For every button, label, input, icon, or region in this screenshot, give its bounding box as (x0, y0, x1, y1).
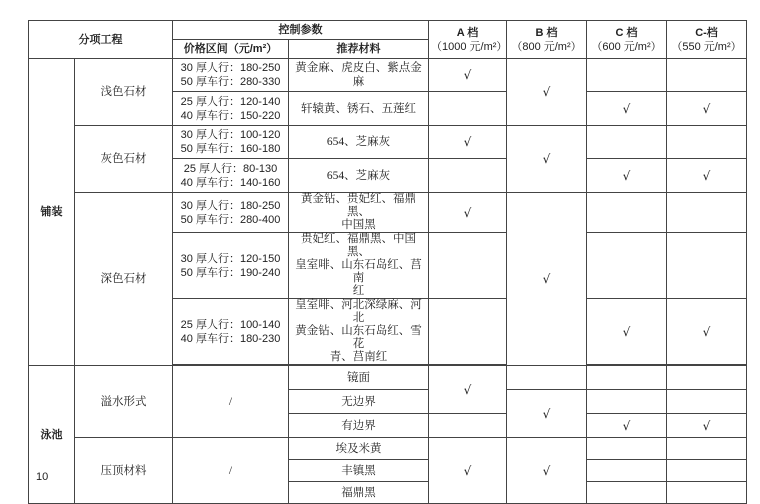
price-line: 50 厚车行：280-330 (180, 76, 281, 88)
price-line: 25 厚人行：80-130 (183, 162, 278, 175)
check-mark: √ (667, 414, 747, 438)
header-price-range: 价格区间（元/m²） (173, 40, 289, 59)
empty-cell (587, 233, 667, 299)
price-cell (173, 233, 289, 299)
tier-a-label: A 档 (456, 26, 479, 39)
material-cell (289, 233, 429, 299)
material-cell (289, 193, 429, 233)
empty-cell (587, 193, 667, 233)
empty-cell (429, 233, 507, 299)
subitem-light-stone: 浅色石材 (75, 59, 173, 126)
material-cell: 654、芝麻灰 (289, 159, 429, 193)
material-line: 皇室啡、山东石岛红、莒南 (295, 259, 422, 284)
tier-a-price: （1000 元/m²） (431, 40, 508, 53)
header-tier-cminus (667, 21, 747, 59)
material-cell: 丰镇黑 (289, 460, 429, 482)
price-line: 30 厚人行：100-120 (180, 129, 281, 141)
header-item: 分项工程 (29, 21, 173, 59)
material-cell: 有边界 (289, 414, 429, 438)
check-mark: √ (429, 438, 507, 504)
empty-cell (667, 390, 747, 414)
material-line: 皇室啡、河北深绿麻、河北 (295, 299, 422, 324)
material-line: 黄金钻、山东石岛红、雪花 (295, 325, 422, 350)
check-mark: √ (507, 126, 587, 193)
empty-cell (587, 438, 667, 460)
price-line: 25 厚人行：100-140 (180, 318, 281, 331)
check-mark: √ (429, 366, 507, 414)
tier-c-label: C 档 (615, 26, 638, 39)
price-cell (173, 126, 289, 159)
spec-table-sheet (28, 20, 746, 499)
header-control-params: 控制参数 (173, 21, 429, 40)
empty-cell (587, 126, 667, 159)
material-line: 中国黑 (341, 219, 376, 231)
category-pool: 泳池 (29, 366, 75, 504)
header-tier-a (429, 21, 507, 59)
empty-cell (587, 460, 667, 482)
material-cell (289, 299, 429, 365)
empty-cell (667, 59, 747, 92)
empty-cell (587, 366, 667, 390)
header-recommended: 推荐材料 (289, 40, 429, 59)
check-mark: √ (507, 193, 587, 366)
empty-cell (587, 59, 667, 92)
check-mark: √ (587, 414, 667, 438)
price-line: 50 厚车行：160-180 (180, 143, 281, 155)
price-cell: / (173, 438, 289, 504)
tier-c-price: （600 元/m²） (591, 40, 662, 53)
material-cell: 埃及米黄 (289, 438, 429, 460)
empty-cell (507, 366, 587, 390)
material-cell: 轩辕黄、锈石、五莲红 (289, 92, 429, 126)
material-cell: 654、芝麻灰 (289, 126, 429, 159)
price-line: 40 厚车行：150-220 (180, 109, 281, 122)
empty-cell (667, 233, 747, 299)
subitem-dark-stone: 深色石材 (75, 193, 173, 366)
price-line: 50 厚车行：280-400 (180, 213, 281, 226)
price-line: 40 厚车行：180-230 (180, 332, 281, 345)
price-cell (173, 159, 289, 193)
empty-cell (429, 299, 507, 365)
header-tier-b (507, 21, 587, 59)
check-mark: √ (507, 438, 587, 504)
category-paving: 铺装 (29, 59, 75, 366)
price-cell (173, 193, 289, 233)
page-number: 10 (36, 471, 49, 483)
check-mark: √ (667, 92, 747, 126)
check-mark: √ (429, 193, 507, 233)
price-cell (173, 299, 289, 365)
check-mark: √ (507, 390, 587, 438)
price-cell: / (173, 366, 289, 438)
subitem-overflow: 溢水形式 (75, 366, 173, 438)
check-mark: √ (667, 299, 747, 365)
header-tier-c (587, 21, 667, 59)
empty-cell (667, 438, 747, 460)
check-mark: √ (507, 59, 587, 126)
material-cell: 黄金麻、虎皮白、紫点金麻 (289, 59, 429, 92)
price-line: 40 厚车行：140-160 (180, 176, 281, 189)
material-line: 红 (352, 285, 365, 297)
empty-cell (429, 92, 507, 126)
tier-cminus-price: （550 元/m²） (671, 40, 742, 53)
material-line: 黄金钻、贵妃红、福鼎黑、 (301, 193, 416, 218)
material-cell: 无边界 (289, 390, 429, 414)
check-mark: √ (429, 126, 507, 159)
empty-cell (429, 414, 507, 438)
check-mark: √ (667, 159, 747, 193)
price-line: 25 厚人行：120-140 (180, 95, 281, 108)
check-mark: √ (587, 159, 667, 193)
price-cell (173, 92, 289, 126)
tier-b-label: B 档 (535, 26, 558, 39)
material-line: 青、莒南红 (329, 351, 388, 363)
landscape-spec-table (28, 20, 747, 504)
price-cell (173, 59, 289, 92)
check-mark: √ (587, 92, 667, 126)
subitem-gray-stone: 灰色石材 (75, 126, 173, 193)
price-line: 30 厚人行：180-250 (180, 199, 281, 212)
check-mark: √ (429, 59, 507, 92)
empty-cell (667, 460, 747, 482)
empty-cell (429, 159, 507, 193)
material-cell: 福鼎黑 (289, 482, 429, 504)
subitem-coping: 压顶材料 (75, 438, 173, 504)
material-cell: 镜面 (289, 366, 429, 390)
empty-cell (667, 193, 747, 233)
price-line: 30 厚人行：120-150 (180, 252, 281, 265)
price-line: 50 厚车行：190-240 (180, 266, 281, 279)
check-mark: √ (587, 299, 667, 365)
tier-cminus-label: C-档 (695, 26, 718, 39)
tier-b-price: （800 元/m²） (511, 40, 582, 53)
material-line: 贵妃红、福鼎黑、中国黑、 (301, 233, 416, 258)
empty-cell (667, 126, 747, 159)
price-line: 30 厚人行：180-250 (180, 62, 281, 74)
empty-cell (667, 366, 747, 390)
empty-cell (587, 390, 667, 414)
